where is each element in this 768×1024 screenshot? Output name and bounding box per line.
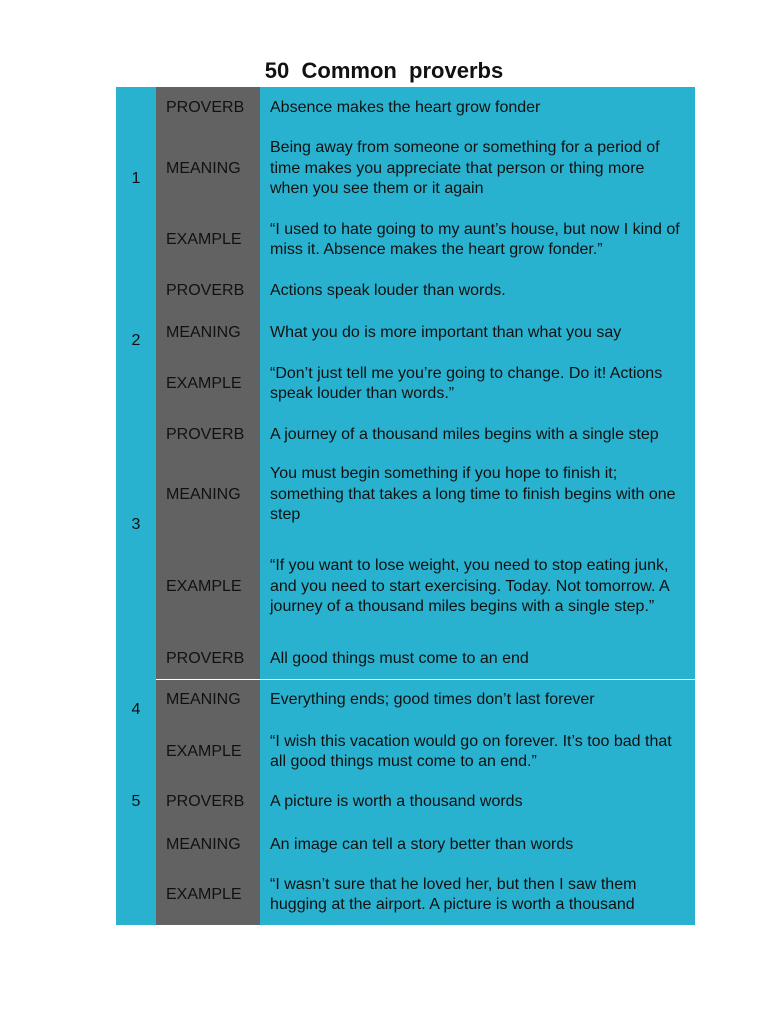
example-text: “I wasn’t sure that he loved her, but then I saw them hugging at the airport. A picture is worth a thousand bbox=[270, 875, 637, 913]
proverb-label: PROVERB bbox=[166, 281, 245, 299]
meaning-label: MEANING bbox=[166, 323, 241, 341]
proverb-label: PROVERB bbox=[166, 792, 245, 810]
example-label: EXAMPLE bbox=[166, 230, 242, 248]
meaning-text: An image can tell a story better than words bbox=[270, 835, 574, 853]
meaning-label: MEANING bbox=[166, 159, 241, 177]
entry-number: 5 bbox=[131, 792, 141, 810]
proverb-text: All good things must come to an end bbox=[270, 649, 529, 667]
proverb-label: PROVERB bbox=[166, 98, 245, 116]
proverb-text: A picture is worth a thousand words bbox=[270, 792, 523, 810]
meaning-text: Being away from someone or something for a period of time makes you appreciate that person or thing more when you see them or it again bbox=[270, 139, 660, 198]
example-text: “If you want to lose weight, you need to stop eating junk, and you need to start exercising. Today. Not tomorrow. A journey of a thousand miles begins with a single step.” bbox=[270, 557, 669, 616]
row-divider bbox=[156, 679, 695, 680]
meaning-text: What you do is more important than what you say bbox=[270, 323, 622, 341]
page-title bbox=[0, 58, 768, 84]
entry-number: 2 bbox=[131, 331, 141, 349]
proverb-text: Actions speak louder than words. bbox=[270, 281, 506, 299]
example-label: EXAMPLE bbox=[166, 742, 242, 760]
example-text: “Don’t just tell me you’re going to change. Do it! Actions speak louder than words.” bbox=[270, 364, 663, 402]
entry-number: 4 bbox=[131, 700, 141, 718]
meaning-text: Everything ends; good times don’t last forever bbox=[270, 690, 595, 708]
example-text: “I used to hate going to my aunt’s house, but now I kind of miss it. Absence makes the heart grow fonder.” bbox=[270, 220, 680, 258]
proverbs-table bbox=[116, 87, 695, 925]
meaning-label: MEANING bbox=[166, 690, 241, 708]
example-label: EXAMPLE bbox=[166, 885, 242, 903]
entry-number: 3 bbox=[131, 515, 141, 533]
entry-number: 1 bbox=[131, 169, 141, 187]
example-label: EXAMPLE bbox=[166, 577, 242, 595]
proverb-label: PROVERB bbox=[166, 425, 245, 443]
meaning-text: You must begin something if you hope to finish it; something that takes a long time to finish begins with one step bbox=[270, 465, 676, 524]
example-text: “I wish this vacation would go on forever. It’s too bad that all good things must come to an end.” bbox=[270, 732, 672, 770]
proverb-text: Absence makes the heart grow fonder bbox=[270, 98, 541, 116]
meaning-label: MEANING bbox=[166, 485, 241, 503]
proverb-text: A journey of a thousand miles begins with a single step bbox=[270, 425, 659, 443]
proverb-label: PROVERB bbox=[166, 649, 245, 667]
meaning-label: MEANING bbox=[166, 835, 241, 853]
example-label: EXAMPLE bbox=[166, 374, 242, 392]
page-title-text: 50 Common proverbs bbox=[264, 58, 504, 83]
